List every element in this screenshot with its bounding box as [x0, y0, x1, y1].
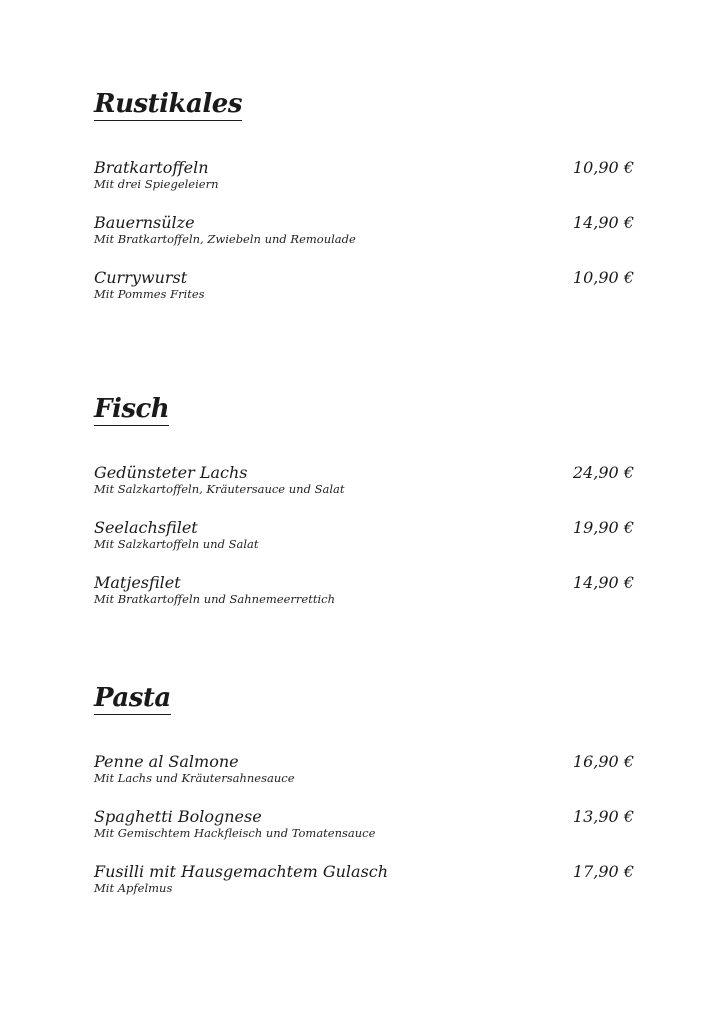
- section-title: Fisch: [94, 394, 170, 424]
- item-name: Penne al Salmone: [94, 752, 239, 771]
- item-name: Bauernsülze: [94, 213, 195, 232]
- item-price: 19,90 €: [572, 518, 634, 537]
- item-name: Seelachsfilet: [94, 518, 198, 537]
- item-list: [94, 158, 634, 323]
- item-description: Mit Salzkartoffeln und Salat: [94, 537, 259, 551]
- section-fisch: [94, 393, 634, 606]
- item-name: Gedünsteter Lachs: [94, 463, 248, 482]
- item-price: 10,90 €: [572, 268, 634, 287]
- item-price: 16,90 €: [572, 752, 634, 771]
- item-price: 24,90 €: [572, 463, 634, 482]
- item-list: [94, 463, 634, 628]
- item-price: 14,90 €: [572, 573, 634, 592]
- section-rustikales: [94, 88, 634, 301]
- item-description: Mit Bratkartoffeln und Sahnemeerrettich: [94, 592, 335, 606]
- menu-item: [94, 518, 634, 573]
- menu-item: [94, 268, 634, 323]
- item-description: Mit drei Spiegeleiern: [94, 177, 219, 191]
- item-list: [94, 752, 634, 917]
- item-price: 13,90 €: [572, 807, 634, 826]
- item-name: Currywurst: [94, 268, 188, 287]
- item-name: Fusilli mit Hausgemachtem Gulasch: [94, 862, 389, 881]
- item-price: 17,90 €: [572, 862, 634, 881]
- item-description: Mit Apfelmus: [94, 881, 173, 895]
- menu-item: [94, 807, 634, 862]
- section-pasta: [94, 682, 634, 895]
- item-price: 14,90 €: [572, 213, 634, 232]
- item-name: Bratkartoffeln: [94, 158, 209, 177]
- item-description: Mit Bratkartoffeln, Zwiebeln und Remoulade: [94, 232, 356, 246]
- menu-item: [94, 862, 634, 917]
- section-title: Pasta: [94, 683, 171, 713]
- section-title: Rustikales: [94, 89, 242, 119]
- item-description: Mit Lachs und Kräutersahnesauce: [94, 771, 295, 785]
- item-description: Mit Gemischtem Hackfleisch und Tomatensauce: [94, 826, 376, 840]
- menu-item: [94, 463, 634, 518]
- item-name: Matjesfilet: [94, 573, 181, 592]
- menu-item: [94, 752, 634, 807]
- item-price: 10,90 €: [572, 158, 634, 177]
- menu-item: [94, 573, 634, 628]
- item-description: Mit Salzkartoffeln, Kräutersauce und Salat: [94, 482, 345, 496]
- menu-item: [94, 213, 634, 268]
- item-name: Spaghetti Bolognese: [94, 807, 262, 826]
- menu-item: [94, 158, 634, 213]
- item-description: Mit Pommes Frites: [94, 287, 205, 301]
